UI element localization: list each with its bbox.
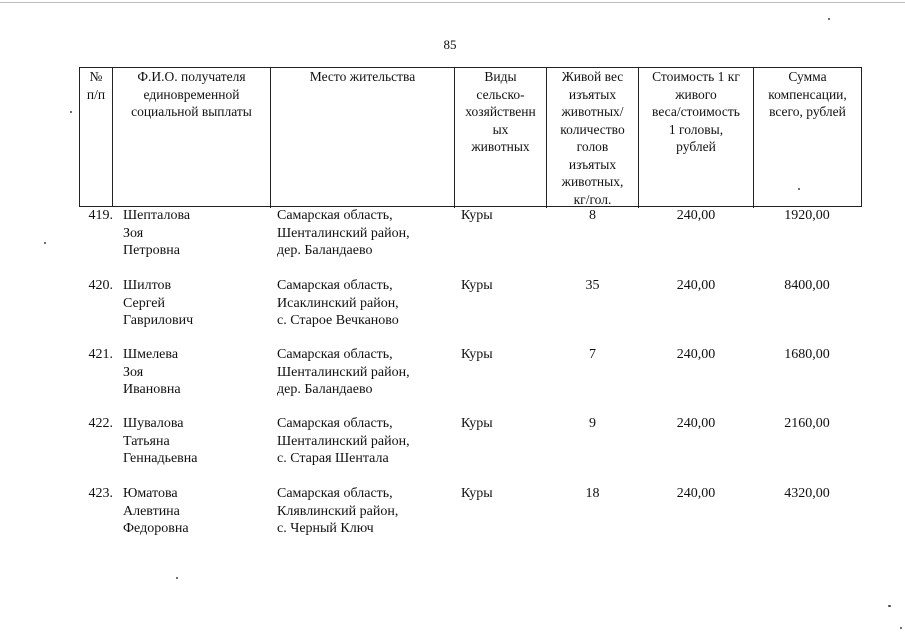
header-cell-address: Место жительства	[309, 69, 416, 84]
unit-price: 240,00	[676, 486, 716, 501]
header-cell-animal-kind: Виды сельско- хозяйственн ых животных	[465, 69, 536, 154]
recipient-name: Шувалова Татьяна Геннадьевна	[123, 416, 198, 466]
unit-price: 240,00	[676, 278, 716, 293]
residence-address: Самарская область, Клявлинский район, с. Черный Ключ	[277, 486, 399, 536]
residence-address: Самарская область, Исаклинский район, с. Старое Вечканово	[277, 278, 399, 328]
scan-speck	[900, 627, 902, 629]
live-weight: 9	[589, 416, 596, 431]
row-number: 421.	[88, 347, 113, 362]
scan-speck	[828, 18, 830, 20]
table-row	[79, 207, 862, 271]
header-cell-weight: Живой вес изъятых животных/ количество голов изъятых животных, кг/гол.	[560, 69, 625, 206]
recipient-name: Шилтов Сергей Гаврилович	[123, 278, 194, 328]
recipient-name: Шепталова Зоя Петровна	[123, 208, 191, 258]
table-row	[79, 415, 862, 479]
recipient-name: Шмелева Зоя Ивановна	[123, 347, 181, 397]
residence-address: Самарская область, Шенталинский район, дер. Баландаево	[277, 208, 410, 258]
animal-kind: Куры	[461, 347, 493, 362]
unit-price: 240,00	[676, 347, 716, 362]
compensation-sum: 1920,00	[784, 208, 830, 223]
header-cell-compensation: Сумма компенсации, всего, рублей	[768, 69, 847, 119]
table-row	[79, 346, 862, 410]
header-cell-number: № п/п	[86, 69, 106, 102]
compensation-sum: 8400,00	[784, 278, 830, 293]
page-number: 85	[443, 37, 457, 52]
row-number: 423.	[88, 486, 113, 501]
compensation-sum: 1680,00	[784, 347, 830, 362]
table-row	[79, 277, 862, 341]
header-cell-unit-price: Стоимость 1 кг живого веса/стоимость 1 головы, рублей	[652, 69, 740, 154]
live-weight: 18	[585, 486, 600, 501]
compensation-sum: 4320,00	[784, 486, 830, 501]
recipient-name: Юматова Алевтина Федоровна	[123, 486, 189, 536]
scan-speck	[888, 605, 891, 607]
live-weight: 8	[589, 208, 596, 223]
scan-speck	[798, 188, 800, 190]
animal-kind: Куры	[461, 486, 493, 501]
top-rule	[0, 2, 905, 3]
table-row	[79, 485, 862, 549]
row-number: 422.	[88, 416, 113, 431]
row-number: 420.	[88, 278, 113, 293]
header-cell-name: Ф.И.О. получателя единовременной социальной выплаты	[131, 69, 252, 119]
unit-price: 240,00	[676, 416, 716, 431]
scan-speck	[176, 577, 178, 579]
scan-speck	[70, 111, 72, 113]
animal-kind: Куры	[461, 208, 493, 223]
live-weight: 35	[585, 278, 600, 293]
scan-speck	[44, 242, 46, 244]
animal-kind: Куры	[461, 416, 493, 431]
animal-kind: Куры	[461, 278, 493, 293]
unit-price: 240,00	[676, 208, 716, 223]
residence-address: Самарская область, Шенталинский район, с. Старая Шентала	[277, 416, 410, 466]
live-weight: 7	[589, 347, 596, 362]
compensation-sum: 2160,00	[784, 416, 830, 431]
row-number: 419.	[88, 208, 113, 223]
residence-address: Самарская область, Шенталинский район, дер. Баландаево	[277, 347, 410, 397]
